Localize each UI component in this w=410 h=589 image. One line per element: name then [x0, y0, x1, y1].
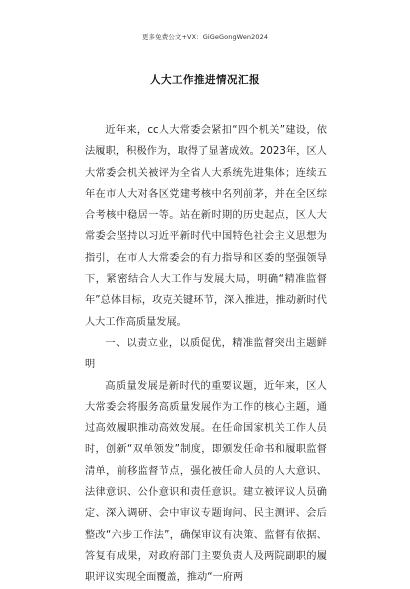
document-title: 人大工作推进情况汇报	[150, 74, 260, 86]
header-note: 更多免费公文+VX：GiGeGongWen2024	[141, 33, 269, 41]
body-paragraph: 高质量发展是新时代的重要议题，近年来，区人大常委会将服务高质量发展作为工作的核心主题，通过高效履职推动高效发展。在任命国家机关工作人员时，创新“双单领发”制度，即颁发任命书和履职监督清单，前移监督节点，强化被任命人员的人大意识、法律意识、公仆意识和责任意识。建立被评议人员确定、深入调研、会中审议专题询问、民主测评、会后整改“六步工作法”，确保审议有决策、监督有依据、答复有成果，对政府部门主要负责人及两院副职的履职评议实现全面覆盖，推动“一府两	[85, 380, 327, 584]
section-heading: 一、以责立业，以质促优，精准监督突出主题鲜明	[85, 337, 327, 371]
document-body	[85, 120, 327, 589]
body-paragraph: 近年来，cc人大常委会紧扣“四个机关”建设，依法履职，积极作为，取得了显著成效。2023年，区人大常委会机关被评为全省人大系统先进集体；连续五年在市人大对各区党建考核中名列前茅，并在全区综合考核中稳居一等。站在新时期的历史起点，区人大常委会坚持以习近平新时代中国特色社会主义思想为指引，在市人大常委会的有力指导和区委的坚强领导下，紧密结合人大工作与发展大局，明确“精准监督年”总体目标，攻克关键环节，深入推进，推动新时代人大工作高质量发展。	[85, 125, 327, 328]
